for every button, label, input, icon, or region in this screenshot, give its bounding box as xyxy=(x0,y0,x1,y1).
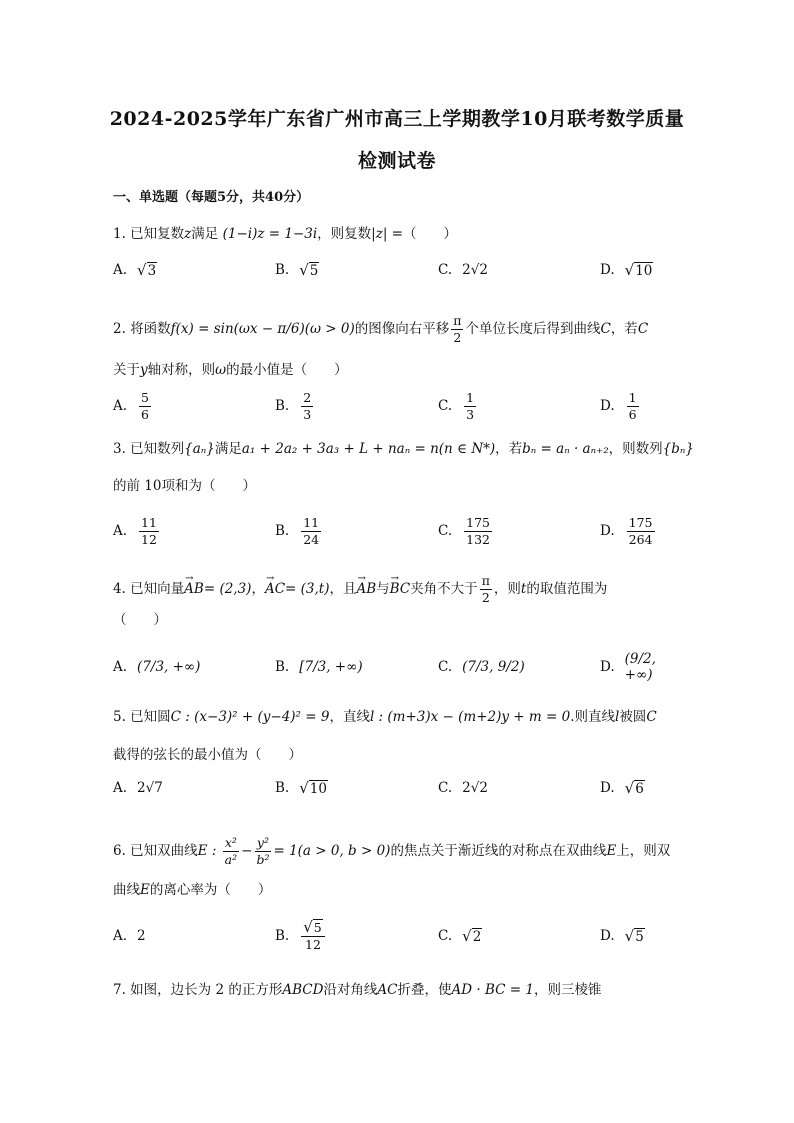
q3-options xyxy=(113,511,683,551)
q4-option-b[interactable]: B. [7/3, +∞) xyxy=(275,659,363,675)
q5-option-b[interactable]: B. √10 xyxy=(275,779,327,797)
q3-formula: a₁ + 2a₂ + 3a₃ + L + naₙ = n(n ∈ N*) xyxy=(241,441,496,457)
q6-option-d[interactable]: D. √5 xyxy=(600,927,644,945)
question-2: 2. 将函数f(x) = sin(ωx − π/6)(ω > 0)的图像向右平移 $\frac{\pi}{2}$ 个单位长度后得到曲线C，若C xyxy=(113,313,649,345)
question-4: 4. 已知向量→ AB= (2,3)，→ AC= (3,t)，且→ AB与→ BC夹角不大于 $\frac{\pi}{2}$ ，则t的取值范围为 xyxy=(113,573,684,606)
q5-formula: C : (x−3)² + (y−4)² = 9 xyxy=(170,709,330,725)
q1-option-a[interactable]: A. √3 xyxy=(113,261,157,279)
question-6-line2: 曲线E的离心率为（ ） xyxy=(113,882,272,898)
section-heading: 一、单选题（每题5分，共40分） xyxy=(113,190,310,205)
question-3-line2: 的前 10项和为（ ） xyxy=(113,478,256,494)
q4-option-d[interactable]: D. (9/2, +∞) xyxy=(600,651,656,683)
question-5-line2: 截得的弦长的最小值为（ ） xyxy=(113,747,302,763)
question-3: 3. 已知数列{aₙ}满足a₁ + 2a₂ + 3a₃ + L + naₙ = n(n ∈ N*)，若bₙ = aₙ · aₙ₊₂，则数列{bₙ} xyxy=(113,441,694,457)
q1-options xyxy=(113,250,683,290)
q4-option-c[interactable]: C. (7/3, 9/2) xyxy=(438,659,525,675)
q1-option-c[interactable]: C. 2√2 xyxy=(438,262,488,278)
q3-option-d[interactable]: D. $\frac{175}{264}$ xyxy=(600,514,653,547)
q1-formula2: |z| = xyxy=(371,226,403,242)
q3-option-c[interactable]: C. $\frac{175}{132}$ xyxy=(438,514,490,547)
q4-option-a[interactable]: A. (7/3, +∞) xyxy=(113,659,201,675)
q5-option-d[interactable]: D. √6 xyxy=(600,779,644,797)
q2-formula: f(x) = sin(ωx − π/6)(ω > 0) xyxy=(170,321,355,337)
question-4-line2: （ ） xyxy=(113,612,167,628)
q6-options xyxy=(113,916,683,956)
question-1: 1. 已知复数z满足 (1−i)z = 1−3i，则复数|z| =（ ） xyxy=(113,226,457,242)
question-6: 6. 已知双曲线E : $\frac{\text{x²}}{\text{a²}}$ − $\frac{\text{y²}}{\text{b²}}$ = 1(a > 0, b > 0)的焦点关于渐近线的对称点在双曲线E上，则双 xyxy=(113,835,671,867)
q1-formula: (1−i)z = 1−3i xyxy=(222,226,318,242)
exam-title-line2: 检测试卷 xyxy=(357,150,436,172)
q5-option-c[interactable]: C. 2√2 xyxy=(438,780,488,796)
q6-option-a[interactable]: A. 2 xyxy=(113,928,146,944)
question-7: 7. 如图，边长为 2 的正方形ABCD沿对角线AC折叠，使AD · BC = 1，则三棱锥 xyxy=(113,982,602,998)
q1-option-b[interactable]: B. √5 xyxy=(275,261,319,279)
question-5: 5. 已知圆C : (x−3)² + (y−4)² = 9，直线l : (m+3)x − (m+2)y + m = 0.则直线l被圆C xyxy=(113,709,657,725)
q4-options xyxy=(113,647,683,687)
q7-formula: AD · BC = 1 xyxy=(451,982,534,998)
q2-option-c[interactable]: C. $\frac{1}{3}$ xyxy=(438,389,475,422)
question-2-line2: 关于y轴对称，则ω的最小值是（ ） xyxy=(113,362,348,378)
q3-option-b[interactable]: B. $\frac{11}{24}$ xyxy=(275,514,320,547)
q6-option-c[interactable]: C. √2 xyxy=(438,927,482,945)
q1-option-d[interactable]: D. √10 xyxy=(600,261,653,279)
q3-option-a[interactable]: A. $\frac{11}{12}$ xyxy=(113,514,157,547)
q2-option-d[interactable]: D. $\frac{1}{6}$ xyxy=(600,389,637,422)
q5-option-a[interactable]: A. 2√7 xyxy=(113,780,163,796)
q2-option-b[interactable]: B. $\frac{2}{3}$ xyxy=(275,389,312,422)
q5-options xyxy=(113,768,683,808)
q6-option-b[interactable]: B. $\frac{√5}{12}$ xyxy=(275,916,327,956)
q2-option-a[interactable]: A. $\frac{5}{6}$ xyxy=(113,389,149,422)
exam-title-line1: 2024-2025学年广东省广州市高三上学期教学10月联考数学质量 xyxy=(109,108,685,130)
q2-options xyxy=(113,386,683,426)
